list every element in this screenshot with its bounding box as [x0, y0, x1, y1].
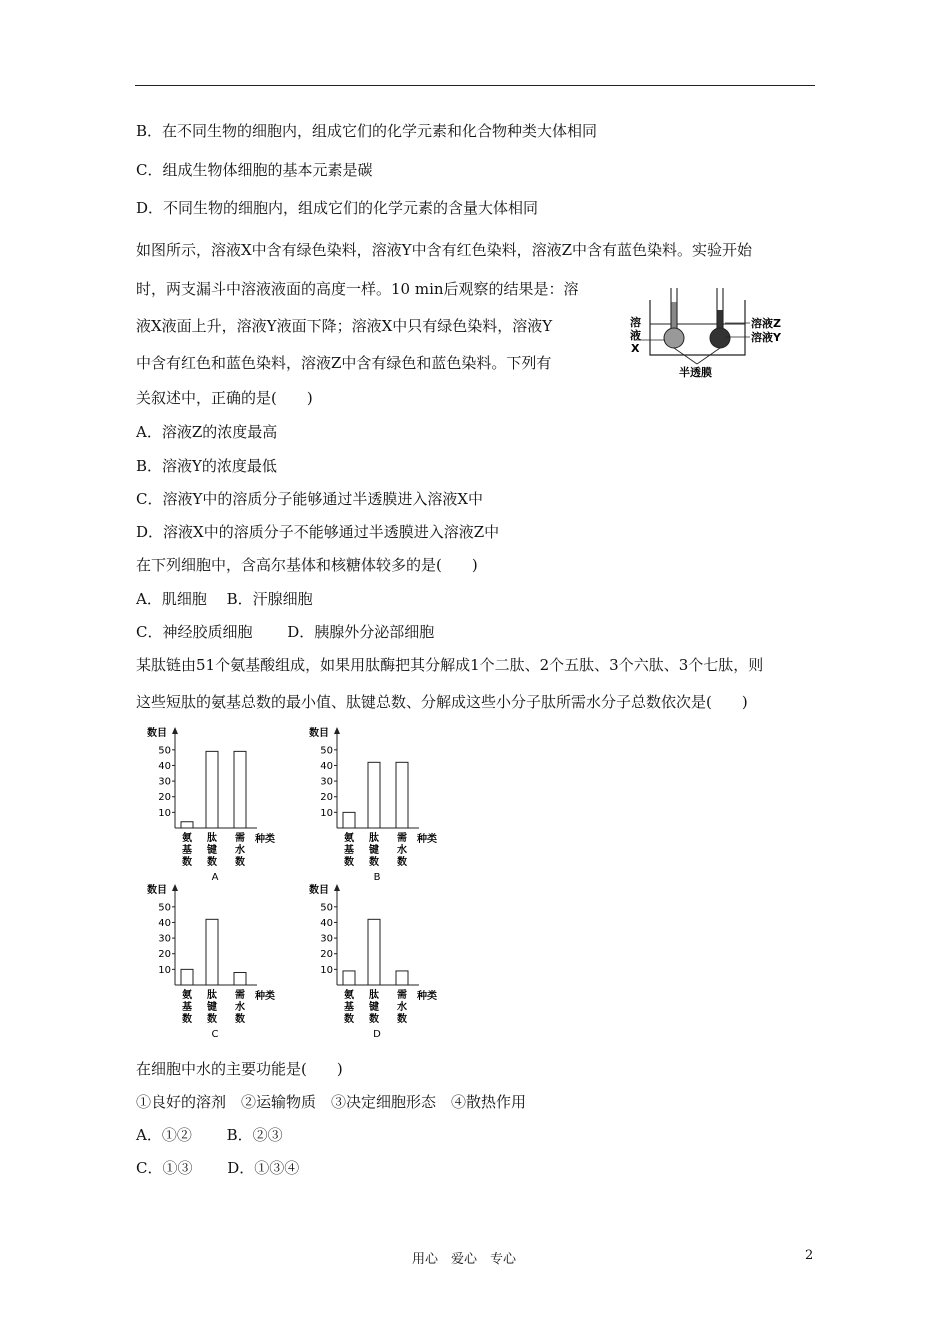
y-tick-label: 30 — [320, 776, 333, 788]
y-tick-label: 10 — [320, 807, 333, 819]
y-tick-label: 50 — [158, 745, 171, 757]
y-axis-label: 数目 — [309, 885, 329, 896]
category-label-char: 数 — [397, 1014, 407, 1025]
label-solution-z: 溶液Z — [751, 317, 781, 330]
y-tick-label: 40 — [320, 760, 333, 772]
bar-2 — [206, 919, 218, 985]
y-axis-label: 数目 — [309, 728, 329, 739]
chart-panel-label: A — [211, 872, 219, 883]
category-label-char: 肽 — [369, 990, 379, 1001]
category-label-char: 数 — [235, 857, 245, 868]
q4-stem-line2: 这些短肽的氨基总数的最小值、肽键总数、分解成这些小分子肽所需水分子总数依次是( ) — [136, 693, 748, 711]
footer-center: 用心 爱心 专心 — [412, 1252, 517, 1267]
bar-2 — [206, 751, 218, 828]
bar-3 — [234, 751, 246, 828]
category-label-char: 需 — [235, 833, 245, 844]
y-tick-label: 50 — [320, 745, 333, 757]
y-tick-label: 20 — [320, 949, 333, 961]
y-tick-label: 30 — [320, 933, 333, 945]
q3-stem: 在下列细胞中，含高尔基体和核糖体较多的是( ) — [136, 556, 478, 574]
y-tick-label: 30 — [158, 933, 171, 945]
category-label-char: 键 — [369, 1002, 379, 1013]
category-label-char: 数 — [369, 1014, 379, 1025]
category-label-char: 水 — [397, 845, 407, 856]
y-tick-label: 20 — [158, 792, 171, 804]
category-label-char: 水 — [235, 1002, 245, 1013]
category-label-char: 数 — [182, 857, 192, 868]
category-label-char: 氨 — [344, 833, 354, 844]
y-tick-label: 20 — [158, 949, 171, 961]
q1-option-d: D．不同生物的细胞内，组成它们的化学元素的含量大体相同 — [136, 199, 539, 217]
label-x-1: 溶 — [630, 316, 641, 329]
chart-panel-label: C — [211, 1029, 219, 1040]
label-x-2: 液 — [630, 329, 641, 342]
q4-stem-line1: 某肽链由51个氨基酸组成，如果用肽酶把其分解成1个二肽、2个五肽、3个六肽、3个七肽，则 — [136, 656, 764, 674]
category-label-char: 数 — [235, 1014, 245, 1025]
y-tick-label: 40 — [158, 917, 171, 929]
x-axis-label: 种类 — [417, 991, 437, 1002]
category-label-char: 键 — [207, 1002, 217, 1013]
category-label-char: 需 — [397, 990, 407, 1001]
q2-option-c: C．溶液Y中的溶质分子能够通过半透膜进入溶液X中 — [136, 490, 484, 508]
category-label-char: 数 — [369, 857, 379, 868]
bar-1 — [181, 969, 193, 985]
category-label-char: 肽 — [207, 990, 217, 1001]
label-x-3: X — [631, 342, 640, 355]
category-label-char: 数 — [182, 1014, 192, 1025]
bar-2 — [368, 762, 380, 828]
bar-1 — [181, 822, 193, 828]
bar-2 — [368, 919, 380, 985]
category-label-char: 键 — [369, 845, 379, 856]
y-axis-arrow — [334, 884, 340, 891]
x-axis-label: 种类 — [417, 834, 437, 845]
category-label-char: 数 — [344, 1014, 354, 1025]
bar-3 — [396, 762, 408, 828]
chart-panel-label: B — [373, 872, 381, 883]
q1-option-b: B．在不同生物的细胞内，组成它们的化学元素和化合物种类大体相同 — [136, 122, 598, 140]
category-label-char: 肽 — [369, 833, 379, 844]
category-label-char: 氨 — [182, 833, 192, 844]
bar-3 — [396, 971, 408, 985]
y-tick-label: 10 — [158, 964, 171, 976]
q2-stem-line1: 如图所示，溶液X中含有绿色染料，溶液Y中含有红色染料，溶液Z中含有蓝色染料。实验开始 — [136, 241, 753, 259]
q5-stem: 在细胞中水的主要功能是( ) — [136, 1060, 343, 1078]
q3-options-cd: C．神经胶质细胞 D．胰腺外分泌部细胞 — [136, 623, 435, 641]
category-label-char: 需 — [235, 990, 245, 1001]
bar-3 — [234, 972, 246, 985]
y-tick-label: 40 — [320, 917, 333, 929]
y-tick-label: 50 — [320, 902, 333, 914]
y-tick-label: 40 — [158, 760, 171, 772]
chart-panel-label: D — [373, 1029, 381, 1040]
label-solution-y: 溶液Y — [751, 331, 781, 344]
category-label-char: 数 — [207, 1014, 217, 1025]
category-label-char: 水 — [235, 845, 245, 856]
q1-option-c: C．组成生物体细胞的基本元素是碳 — [136, 161, 373, 179]
bar-1 — [343, 971, 355, 985]
label-membrane: 半透膜 — [679, 366, 712, 379]
bar-1 — [343, 812, 355, 828]
q2-stem-line3: 液X液面上升，溶液Y液面下降；溶液X中只有绿色染料，溶液Y — [136, 317, 553, 335]
y-axis-label: 数目 — [147, 885, 167, 896]
y-axis-arrow — [334, 727, 340, 734]
q2-option-a: A．溶液Z的浓度最高 — [136, 423, 278, 441]
y-tick-label: 30 — [158, 776, 171, 788]
q2-option-b: B．溶液Y的浓度最低 — [136, 457, 277, 475]
q5-items: ①良好的溶剂 ②运输物质 ③决定细胞形态 ④散热作用 — [136, 1093, 527, 1111]
q2-stem-line5: 关叙述中，正确的是( ) — [136, 389, 313, 407]
y-tick-label: 10 — [158, 807, 171, 819]
category-label-char: 氨 — [344, 990, 354, 1001]
x-axis-label: 种类 — [255, 834, 275, 845]
x-axis-label: 种类 — [255, 991, 275, 1002]
category-label-char: 基 — [344, 1002, 354, 1013]
y-tick-label: 10 — [320, 964, 333, 976]
q5-options-cd: C．①③ D．①③④ — [136, 1159, 300, 1177]
category-label-char: 数 — [397, 857, 407, 868]
q2-option-d: D．溶液X中的溶质分子不能够通过半透膜进入溶液Z中 — [136, 523, 500, 541]
category-label-char: 基 — [344, 845, 354, 856]
y-tick-label: 20 — [320, 792, 333, 804]
q3-options-ab: A．肌细胞 B．汗腺细胞 — [136, 590, 313, 608]
y-axis-arrow — [172, 727, 178, 734]
y-axis-label: 数目 — [147, 728, 167, 739]
category-label-char: 水 — [397, 1002, 407, 1013]
category-label-char: 肽 — [207, 833, 217, 844]
page-number: 2 — [805, 1248, 814, 1263]
y-axis-arrow — [172, 884, 178, 891]
category-label-char: 需 — [397, 833, 407, 844]
category-label-char: 键 — [207, 845, 217, 856]
category-label-char: 基 — [182, 1002, 192, 1013]
q2-stem-line4: 中含有红色和蓝色染料，溶液Z中含有绿色和蓝色染料。下列有 — [136, 354, 552, 372]
category-label-char: 基 — [182, 845, 192, 856]
q2-stem-line2: 时，两支漏斗中溶液液面的高度一样。10 min后观察的结果是：溶 — [136, 280, 579, 298]
category-label-char: 氨 — [182, 990, 192, 1001]
category-label-char: 数 — [207, 857, 217, 868]
y-tick-label: 50 — [158, 902, 171, 914]
q5-options-ab: A．①② B．②③ — [136, 1126, 283, 1144]
category-label-char: 数 — [344, 857, 354, 868]
